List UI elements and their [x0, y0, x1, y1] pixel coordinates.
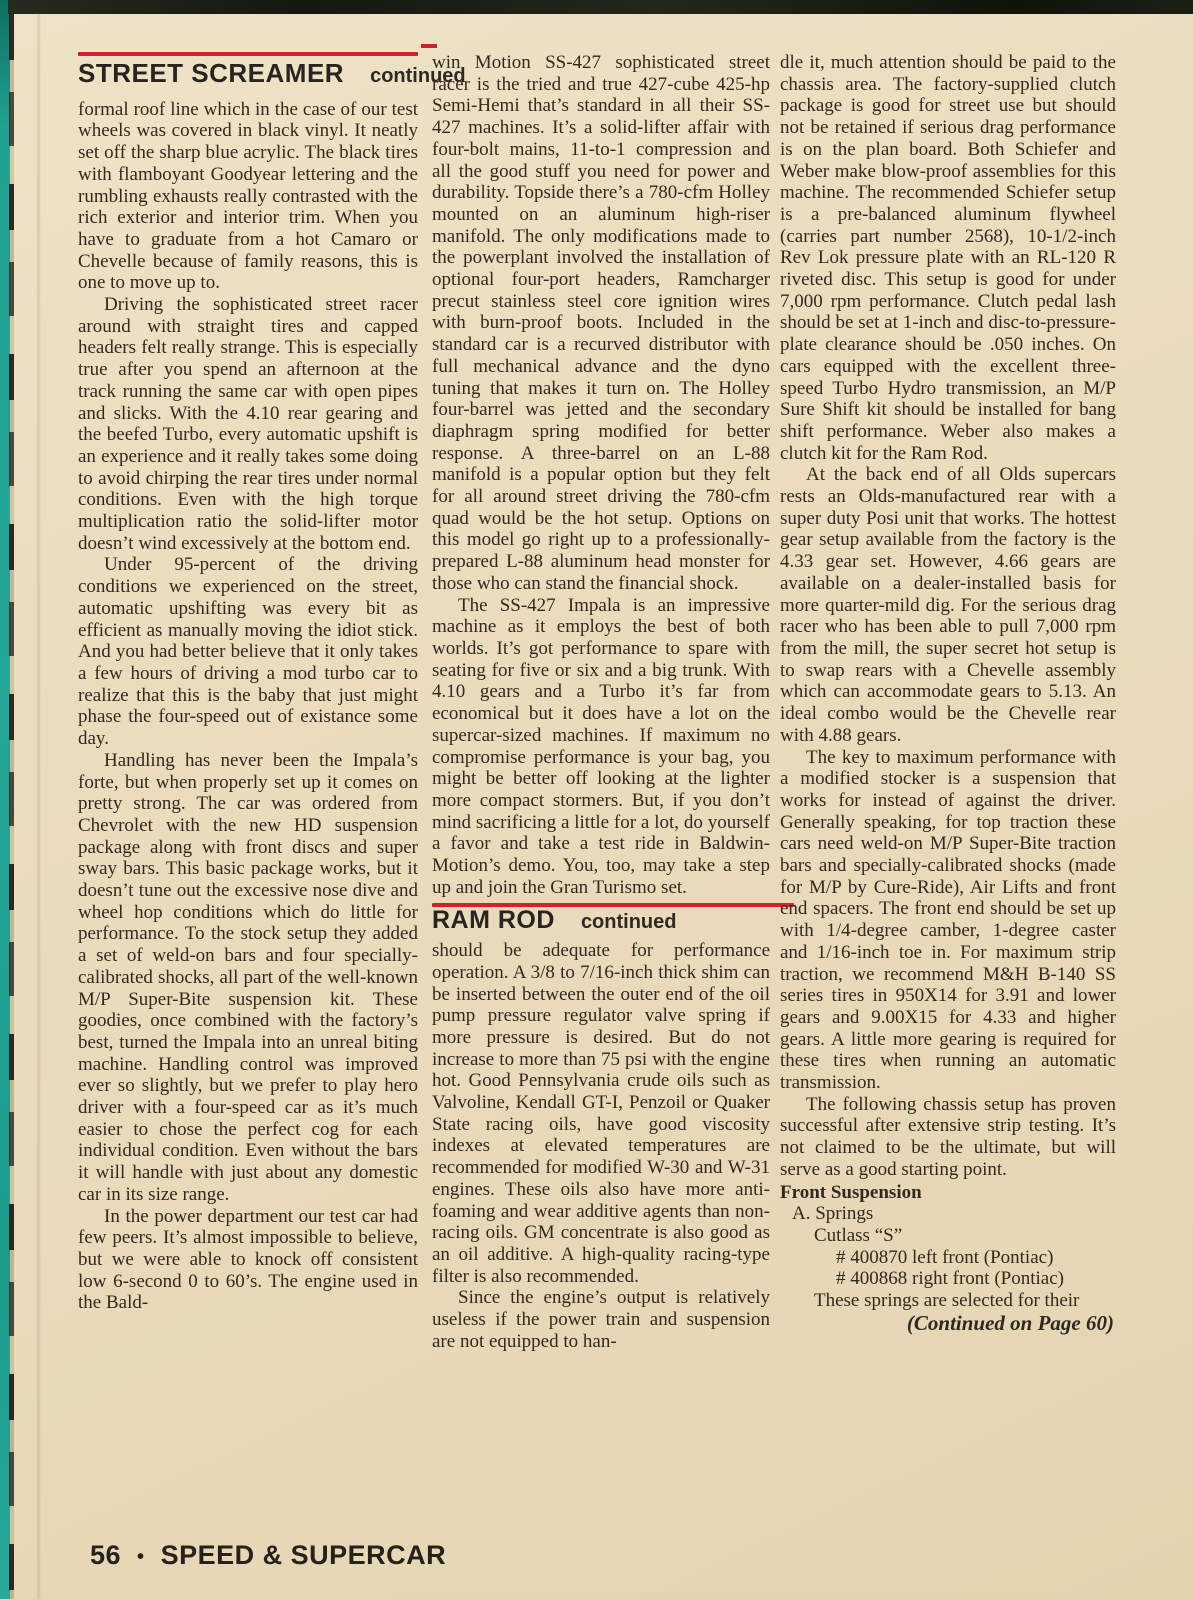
- continued-label: continued: [370, 65, 466, 87]
- paragraph: Under 95-percent of the driving conditions we experienced on the street, automatic upshifting was every bit as efficient as manually moving the idiot stick. And you had better believe that it only takes a few hours of driving a mod turbo car to realize that this is the baby that just might phase the four-speed out of existance some day.: [78, 554, 418, 750]
- paragraph: formal roof line which in the case of our test wheels was covered in black vinyl. It neatly set off the sharp blue acrylic. The black tires with flamboyant Goodyear lettering and the rumbling exhausts really contrasted with the rich exterior and interior trim. When you have to graduate from a hot Camaro or Chevelle because of family reasons, this is one to move up to.: [78, 98, 418, 294]
- red-rule: [78, 52, 418, 56]
- ram-rod-header: [432, 906, 770, 935]
- page-crease-shadow: [36, 14, 41, 1599]
- spec-line: These springs are selected for their: [814, 1290, 1080, 1312]
- paragraph: The key to maximum performance with a modified stocker is a suspension that works for instead of against the driver. Generally speaking, for top traction these cars need weld-on M/P Super-Bite traction bars and specially-calibrated shocks (made for M/P by Cure-Ride), Air Lifts and front end spacers. The front end should be set up with 1/4-degree camber, 1-degree caster and 1/16-inch toe in. For maximum strip traction, we recommend M&H B-140 SS series tires in 950X14 for 3.91 and lower gears and 9.00X15 for 4.33 and higher gears. A little more gearing is required for these tires when running an automatic transmission.: [780, 746, 1116, 1094]
- paragraph: Driving the sophisticated street racer around with straight tires and capped headers felt really strange. This is especially true after you spend an afternoon at the track running the same car with open pipes and slicks. With the 4.10 rear gearing and the beefed Turbo, every automatic upshift is an experience and it really takes some doing to avoid chirping the rear tires under normal conditions. Even with the high torque multiplication ratio the solid-lifter motor doesn’t wind excessively at the bottom end.: [78, 294, 418, 554]
- paragraph: At the back end of all Olds supercars rests an Olds-manufactured rear with a super duty Posi unit that works. The hottest gear setup available from the factory is the 4.33 gear set. However, 4.66 gears are available on a dealer-installed basis for more quarter-mild dig. For the serious drag racer who has been able to pull 7,000 rpm from the mill, the super secret hot setup is to swap rears with a Chevelle assembly which can accommodate gears to 5.13. An ideal combo would be the Chevelle rear with 4.88 gears.: [780, 464, 1116, 746]
- continued-label: continued: [580, 911, 677, 934]
- paragraph: win Motion SS-427 sophisticated street racer is the tried and true 427-cube 425-hp Semi-Hemi that’s standard in all their SS-427 machines. It’s a solid-lifter affair with four-bolt mains, 11-to-1 compression and all the good stuff you need for power and durability. Topside there’s a 780-cfm Holley mounted on an aluminum high-riser manifold. The only modifications made to the powerplant involved the installation of optional four-port headers, Ramcharger precut stainless steel core ignition wires with burn-proof boots. Included in the standard car is a recurved distributor with full mechanical advance and the dyno tuning that makes it turn on. The Holley four-barrel was jetted and the secondary diaphragm spring modified for better response. A three-barrel on an L-88 manifold is a popular option but they felt for all around street driving the 780-cfm quad would be the hot setup. Options on this model go right up to a professionally-prepared L-88 aluminum head monster for those who can stand the financial shock.: [432, 52, 770, 594]
- spec-line: Cutlass “S”: [814, 1224, 903, 1246]
- magazine-name: SPEED & SUPERCAR: [160, 1540, 447, 1570]
- spec-line: # 400870 left front (Pontiac): [836, 1246, 1054, 1268]
- page-number: 56: [90, 1540, 122, 1570]
- red-rule-fragment: [421, 44, 437, 48]
- continued-on-page-note: (Continued on Page 60): [906, 1310, 1114, 1335]
- paragraph: should be adequate for performance operation. A 3/8 to 7/16-inch thick shim can be inserted between the outer end of the oil pump pressure regulator valve spring if more pressure is desired. But do not increase to more than 75 psi with the engine hot. Good Pennsylvania crude oils such as Valvoline, Kendall GT-I, Penzoil or Quaker State racing oils, have good viscosity indexes at elevated temperatures are recommended for modified W-30 and W-31 engines. These oils also have more anti-foaming and wear additive agents than non-racing oils. GM concentrate is also good as an oil additive. A high-quality racing-type filter is also recommended.: [432, 940, 770, 1287]
- street-screamer-header: [78, 52, 466, 88]
- column-right: [780, 52, 1116, 1334]
- paragraph: dle it, much attention should be paid to the chassis area. The factory-supplied clutch package is good for street use but should not be retained if serious drag performance is on the plan board. Both Schiefer and Weber make blow-proof assemblies for this machine. The recommended Schiefer setup is a pre-balanced aluminum flywheel (carries part number 2568), 10-1/2-inch Rev Lok pressure plate with an RL-120 R riveted disc. This setup is good for under 7,000 rpm performance. Clutch pedal lash should be set at 1-inch and disc-to-pressure-plate clearance should be .050 inches. On cars equipped with the excellent three-speed Turbo Hydro transmission, an M/P Sure Shift kit should be installed for bang shift performance. Weber also makes a clutch kit for the Ram Rod.: [780, 52, 1116, 464]
- spec-line: # 400868 right front (Pontiac): [836, 1268, 1064, 1290]
- paragraph: The SS-427 Impala is an impressive machine as it employs the best of both worlds. It’s got performance to spare with seating for five or six and a big trunk. With 4.10 gears and a Turbo it’s far from economical but it does have a lot on the supercar-sized machines. If maximum no compromise performance is your bag, you might be better off looking at the lighter more compact stormers. But, if you don’t mind sacrificing a little for a lot, do yourself a favor and take a test ride in Baldwin-Motion’s demo. You, too, may take a step up and join the Gran Turismo set.: [432, 594, 770, 898]
- paragraph: Since the engine’s output is relatively useless if the power train and suspension are not equipped to han-: [432, 1287, 770, 1352]
- page-footer: [90, 1540, 446, 1571]
- column-middle: [432, 52, 770, 1352]
- paragraph: In the power department our test car had few peers. It’s almost impossible to believe, but we were able to knock off consistent low 6-second 0 to 60’s. The engine used in the Bald-: [78, 1205, 418, 1314]
- page-binding-edge: [9, 14, 14, 1599]
- spec-line: A. Springs: [792, 1203, 874, 1225]
- paragraph: Handling has never been the Impala’s forte, but when properly set up it comes on pretty strong. The car was ordered from Chevrolet with the new HD suspension package along with front discs and super sway bars. This basic package works, but it doesn’t tune out the excessive nose dive and wheel hop conditions which do little for performance. To the stock setup they added a set of weld-on bars and four specially-calibrated shocks, all part of the well-known M/P Super-Bite suspension kit. These goodies, once combined with the factory’s best, turned the Impala into an unreal biting machine. Handling control was improved ever so slightly, but we prefer to play hero driver with a four-speed car as it’s much easier to chose the perfect cog for each individual condition. Even without the bars it will handle with just about any domestic car in its size range.: [78, 749, 418, 1205]
- paragraph: The following chassis setup has proven successful after extensive strip testing. It’s not claimed to be the ultimate, but will serve as a good starting point.: [780, 1093, 1116, 1180]
- front-suspension-heading: Front Suspension: [780, 1181, 922, 1203]
- article-title: RAM ROD: [432, 906, 555, 935]
- page-edge-top-strip: [8, 0, 1193, 14]
- column-left: [78, 52, 466, 1314]
- article-title: STREET SCREAMER: [78, 58, 345, 88]
- bullet-icon: •: [137, 1545, 145, 1568]
